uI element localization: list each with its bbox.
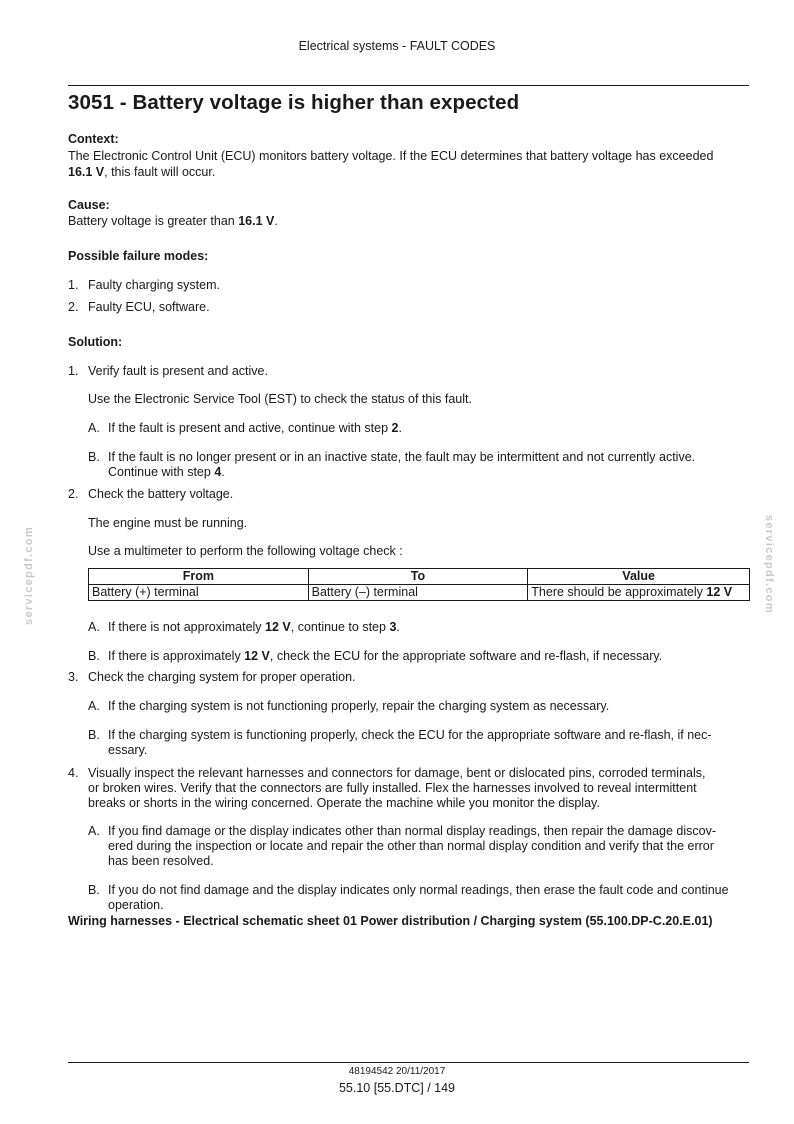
running-header: Electrical systems - FAULT CODES <box>298 39 496 53</box>
header-rule <box>68 85 749 86</box>
step-3-number: 3. <box>68 670 79 684</box>
step-4-text-line1: Visually inspect the relevant harnesses and connectors for damage, bent or dislocated pins, corroded terminals, <box>88 766 706 780</box>
column-header-from: From <box>89 569 309 585</box>
step-reference: 3 <box>389 620 397 634</box>
step-1b-text-line1: If the fault is no longer present or in an inactive state, the fault may be intermittent and not currently active. <box>108 450 696 464</box>
step-3b-text-line2: essary. <box>108 743 148 757</box>
step-reference: 4 <box>214 465 222 479</box>
step-4a-text-line2: ered during the inspection or locate and repair the other than normal display condition and verify that the error <box>108 839 714 853</box>
table-row <box>89 585 750 601</box>
step-1a-label: A. <box>88 421 100 435</box>
step-2-note-multimeter: Use a multimeter to perform the following voltage check : <box>88 544 403 558</box>
column-header-value: Value <box>528 569 750 585</box>
page-number: 55.10 [55.DTC] / 149 <box>338 1081 456 1095</box>
step-3-text: Check the charging system for proper operation. <box>88 670 356 684</box>
failure-modes-heading: Possible failure modes: <box>68 249 209 263</box>
cause-threshold-value: 16.1 V <box>238 214 275 228</box>
step-4-text-line2: or broken wires. Verify that the connectors are fully installed. Flex the harnesses involved to reveal intermittent <box>88 781 697 795</box>
voltage-check-table <box>88 568 750 601</box>
step-2a-label: A. <box>88 620 100 634</box>
step-2-text: Check the battery voltage. <box>88 487 234 501</box>
cell-from: Battery (+) terminal <box>89 585 309 601</box>
cell-value: There should be approximately 12 V <box>528 585 750 601</box>
step-4a-text-line1: If you find damage or the display indicates other than normal display readings, then repair the damage discov- <box>108 824 716 838</box>
step-3a-label: A. <box>88 699 100 713</box>
step-4b-text-line1: If you do not find damage and the display indicates only normal readings, then erase the fault code and continue <box>108 883 729 897</box>
footer-rule <box>68 1062 749 1063</box>
step-4a-label: A. <box>88 824 100 838</box>
context-text-line1: The Electronic Control Unit (ECU) monitors battery voltage. If the ECU determines that battery voltage has exceeded <box>68 149 714 163</box>
cause-text: Battery voltage is greater than 16.1 V. <box>68 214 278 228</box>
step-2b-label: B. <box>88 649 100 663</box>
step-1b-text-line2: Continue with step 4. <box>108 465 225 479</box>
document-id: 48194542 20/11/2017 <box>348 1066 446 1077</box>
context-heading: Context: <box>68 132 119 146</box>
step-2a-text: If there is not approximately 12 V, continue to step 3. <box>108 620 400 634</box>
step-1a-text: If the fault is present and active, continue with step 2. <box>108 421 402 435</box>
cell-to: Battery (–) terminal <box>308 585 528 601</box>
step-3a-text: If the charging system is not functioning properly, repair the charging system as necessary. <box>108 699 610 713</box>
solution-heading: Solution: <box>68 335 123 349</box>
page-title: 3051 - Battery voltage is higher than expected <box>68 91 520 114</box>
step-2-note-engine: The engine must be running. <box>88 516 248 530</box>
step-4-number: 4. <box>68 766 79 780</box>
step-reference: 2 <box>391 421 399 435</box>
failure-mode-item: Faulty charging system. <box>88 278 220 292</box>
step-4b-label: B. <box>88 883 100 897</box>
failure-mode-num: 2. <box>68 300 79 314</box>
failure-mode-num: 1. <box>68 278 79 292</box>
failure-mode-item: Faulty ECU, software. <box>88 300 210 314</box>
step-4b-text-line2: operation. <box>108 898 164 912</box>
step-3b-label: B. <box>88 728 100 742</box>
step-1-text: Verify fault is present and active. <box>88 364 268 378</box>
side-watermark-right: servicepdf.com <box>763 515 775 614</box>
step-2b-text: If there is approximately 12 V, check the ECU for the appropriate software and re-flash, if necessary. <box>108 649 663 663</box>
side-watermark-left: servicepdf.com <box>23 526 35 625</box>
context-text-line2: 16.1 V, this fault will occur. <box>68 165 216 179</box>
context-threshold-value: 16.1 V <box>68 165 105 179</box>
step-4a-text-line3: has been resolved. <box>108 854 214 868</box>
step-3b-text-line1: If the charging system is functioning properly, check the ECU for the appropriate software and re-flash, if nec- <box>108 728 712 742</box>
table-header-row <box>89 569 750 585</box>
column-header-to: To <box>308 569 528 585</box>
step-1b-label: B. <box>88 450 100 464</box>
wiring-schematic-reference: Wiring harnesses - Electrical schematic sheet 01 Power distribution / Charging system (55.100.DP-C.20.E.01) <box>68 914 713 928</box>
step-1-number: 1. <box>68 364 79 378</box>
step-4-text-line3: breaks or shorts in the wiring concerned. Operate the machine while you monitor the display. <box>88 796 600 810</box>
step-2-number: 2. <box>68 487 79 501</box>
step-1-note: Use the Electronic Service Tool (EST) to check the status of this fault. <box>88 392 472 406</box>
cause-heading: Cause: <box>68 198 110 212</box>
